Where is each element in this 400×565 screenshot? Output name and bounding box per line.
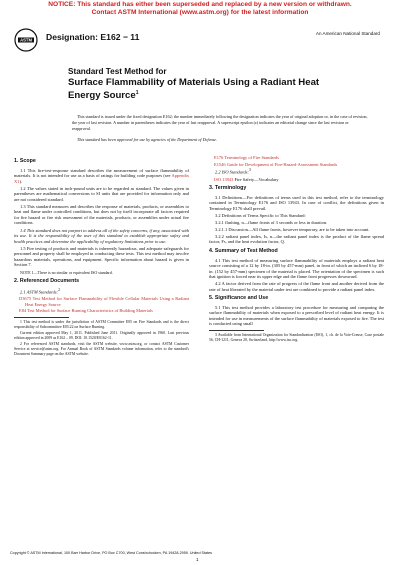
notice-line-2: Contact ASTM International (www.astm.org) for the latest information xyxy=(91,9,309,16)
supersession-notice xyxy=(0,1,400,17)
logo-text: ASTM xyxy=(20,37,32,43)
paragraph-3-2: 3.2 Definitions of Terms Specific to This Standard: xyxy=(215,212,306,218)
right-column xyxy=(209,155,384,344)
approved-note: This standard has been approved for use by agencies of the Department of Defense. xyxy=(77,137,218,142)
paragraph-4-1: 4.1 This test method of measuring surface flammability of materials employs a radiant heat source consisting of a 12 by 18-in. (305 by 457-mm) panel, in front of which an inclined 6 by 18-in. (152 by 457-mm) specimen of the material is placed. The orientation of the specimen is such that ignition is forced near its upper edge and the flame front progresses downward. xyxy=(209,257,384,280)
document-title xyxy=(68,67,368,101)
reference-e84: E84 Test Method for Surface Burning Characteristics of Building Materials xyxy=(19,308,153,314)
notice-line-1: NOTICE: This standard has either been superseded and replaced by a new version or withdrawn. xyxy=(48,1,352,8)
paragraph-1-3: 1.3 This standard measures and describes the response of materials, products, or assemblies to heat and flame under controlled conditions, but does not by itself incorporate all factors required for fire hazard or fire risk assessment of the materials, products, or assemblies under actual fire conditions. xyxy=(14,203,189,226)
page-number: 1 xyxy=(196,557,199,562)
note-1: NOTE 1—There is no similar or equivalent ISO standard. xyxy=(20,269,113,275)
significance-heading: 5. Significance and Use xyxy=(209,295,269,302)
title-line-2: Surface Flammability of Materials Using a Radiant Heat xyxy=(68,76,320,88)
astm-logo-icon xyxy=(14,28,38,52)
footnote-divider xyxy=(14,317,69,318)
referenced-documents-heading: 2. Referenced Documents xyxy=(14,278,80,285)
summary-heading: 4. Summary of Test Method xyxy=(209,247,278,254)
designation: Designation: E162 − 11 xyxy=(46,32,140,42)
reference-code-link[interactable]: D3675 xyxy=(19,295,32,301)
national-standard-label: An American National Standard xyxy=(315,31,380,36)
footnote-divider xyxy=(209,330,264,331)
standard-note: This standard is issued under the fixed designation E162; the number immediately following the designation indicates the year of original adoption or, in the case of revision, the year of last revision. A number in parentheses indicates the year of last reapproval. A superscript epsilon (ε) indicates an editorial change since the last revision or reapproval. xyxy=(72,114,368,131)
paragraph-4-2: 4.2 A factor derived from the rate of progress of the flame front and another derived from the rate of heat liberated by the material under test are combined to provide a radiant panel index. xyxy=(209,281,384,292)
reference-code-link[interactable]: E176 xyxy=(214,155,224,160)
reference-e1546: E1546 Guide for Development of Fire-Hazard-Assessment Standards xyxy=(214,161,338,167)
reference-e176: E176 Terminology of Fire Standards xyxy=(214,155,279,160)
paragraph-1-1: 1.1 This fire-test-response standard describes the measurement of surface flammability of materials. It is not intended for use as a basis of ratings for building code purposes (see Appendix X1). xyxy=(14,167,189,184)
title-footnote-mark: 1 xyxy=(135,89,139,96)
footnote-1: 1 This test method is under the jurisdiction of ASTM Committee E05 on Fire Standards and is the direct responsibility of Subcommittee E05.22 on Surface Burning. xyxy=(14,319,189,329)
paragraph-5-1: 5.1 This test method provides a laboratory test procedure for measuring and comparing the surface flammability of materials when exposed to a prescribed level of radiant heat energy. It is intended for use in measurements of the surface flammability of materials exposed to fire. The test is conducted using small xyxy=(209,304,384,327)
title-line-3: Energy Source$^1$ xyxy=(68,89,139,101)
left-column xyxy=(14,155,189,358)
paragraph-3-1: 3.1 Definitions—For definitions of terms used in this test method, refer to the terminology contained in Terminology E176 and ISO 13943. In case of conflict, the definitions given in Terminology E176 shall prevail. xyxy=(209,194,384,211)
reference-code-link[interactable]: E84 xyxy=(19,308,27,314)
scope-heading: 1. Scope xyxy=(14,158,36,164)
title-line-1: Standard Test Method for xyxy=(68,67,167,76)
footnote-2: 2 For referenced ASTM standards, visit the ASTM website, www.astm.org, or contact ASTM Customer Service at service@astm.org. For Annual Book of ASTM Standards volume information, refer to the standard's Document Summary page on the ASTM website. xyxy=(14,341,189,356)
paragraph-1-4: 1.4 This standard does not purport to address all of the safety concerns, if any, associated with its use. It is the responsibility of the user of this standard to establish appropriate safety and health practices and determine the applicability of regulatory limitations prior to use. xyxy=(14,227,189,244)
reference-iso-13943: ISO 13943 Fire Safety—Vocabulary xyxy=(214,176,279,182)
iso-standards-label: 2.2 ISO Standards:$^3$ xyxy=(215,168,251,175)
reference-code-link[interactable]: E1546 xyxy=(214,161,226,167)
paragraph-3-2-1-1: 3.2.1.1 Discussion—All flame fronts, however temporary, are to be taken into account. xyxy=(215,226,370,232)
appendix-link[interactable]: Appendix X1 xyxy=(14,173,189,184)
reference-code-link[interactable]: ISO 13943 xyxy=(214,176,234,182)
paragraph-1-5: 1.5 Fire testing of products and materials is inherently hazardous, and adequate safeguards for personnel and property shall be employed in conducting these tests. This test method may involve hazardous materials, operations, and equipment. Specific information about hazard is given in Section 7. xyxy=(14,245,189,268)
footnote-3: 3 Available from International Organization for Standardization (ISO), 1, ch. de la Voie-Creuse, Case postale 56, CH-1211, Geneva 20, Switzerland, http://www.iso.org. xyxy=(209,333,384,342)
paragraph-3-2-2: 3.2.2 radiant panel index, Is, n—the radiant panel index is the product of the flame spread factor, Fs, and the heat evolution factor, Q. xyxy=(209,233,384,245)
paragraph-3-2-1: 3.2.1 flashing, n—flame fronts of 3 seconds or less in duration. xyxy=(215,219,328,225)
reference-d3675: D3675 Test Method for Surface Flammability of Flexible Cellular Materials Using a Radiant Heat Energy Source xyxy=(19,295,190,307)
terminology-heading: 3. Terminology xyxy=(209,185,247,192)
copyright-line: Copyright © ASTM International, 100 Barr Harbor Drive, PO Box C700, West Conshohocken, PA 19428-2959. United States xyxy=(10,551,213,555)
footnote-1b: Current edition approved May 1, 2011. Published June 2011. Originally approved in 1960. Last previous edition approved in 2009 as E162 – 09. DOI: 10.1520/E0162-11. xyxy=(14,330,189,340)
astm-standards-label: 2.1 ASTM Standards:$^2$ xyxy=(20,287,60,295)
paragraph-1-2: 1.2 The values stated in inch-pound units are to be regarded as standard. The values given in parentheses are mathematical conversions to SI units that are provided for information only and are not considered standard. xyxy=(14,185,189,202)
